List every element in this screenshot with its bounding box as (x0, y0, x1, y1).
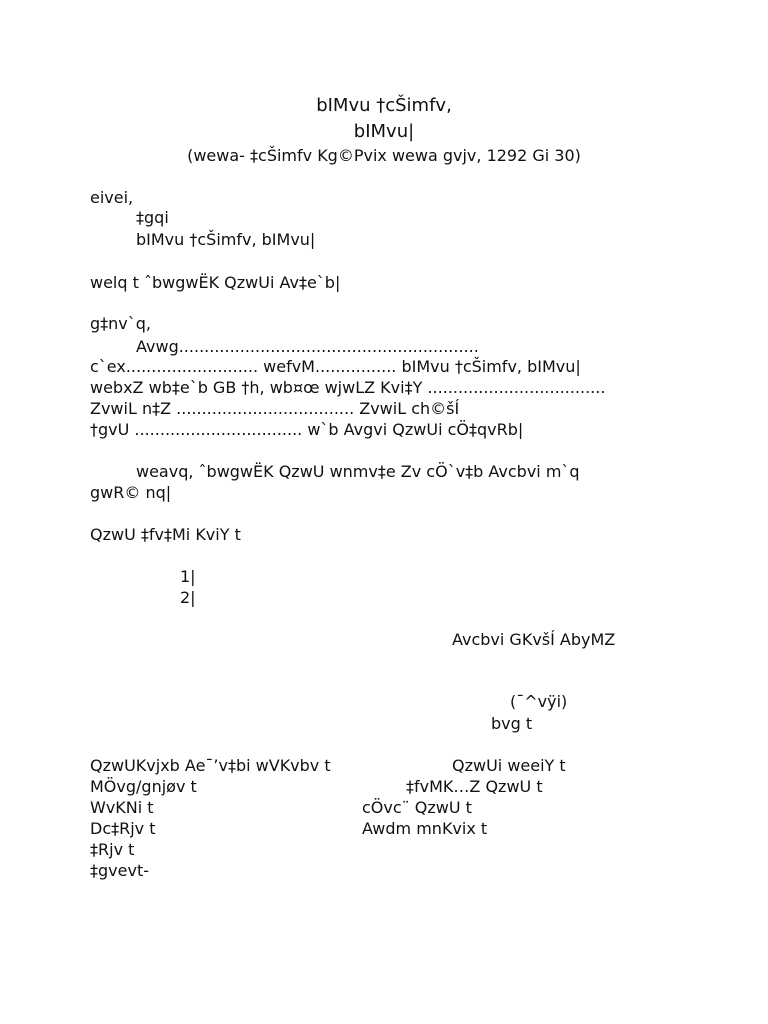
district-label: ‡Rjv t (90, 840, 135, 859)
name-label: bvg t (491, 714, 533, 733)
leave-due-label: cÖvc¨ QzwU t (362, 798, 472, 817)
total-days-field: †gvU ................................. w`b Avgvi QzwUi cÖ‡qvRb| (90, 420, 524, 439)
leave-taken-label: ‡fvMK…Z QzwU t (406, 777, 543, 796)
subject: welq t ˆbwgwËK QzwUi Av‡e`b| (90, 273, 341, 292)
mobile-label: ‡gvevt- (90, 861, 149, 880)
leave-address-label: QzwUKvjxb Ae¯’v‡bi wVKvbv t (90, 756, 331, 775)
reason-item-2: 2| (180, 588, 196, 607)
signature-label: (¯^vÿi) (510, 692, 568, 711)
greeting: g‡nv`q, (90, 314, 152, 333)
leave-details-label: QzwUi weeiY t (452, 756, 566, 775)
title-line-2: bIMvu| (353, 121, 415, 142)
recipient-office: bIMvu †cŠimfv, bIMvu| (136, 230, 316, 249)
reasons-heading: QzwU ‡fv‡Mi KviY t (90, 525, 241, 544)
request-line-2: gwR© nq| (90, 483, 172, 502)
date-range-field: ZvwiL n‡Z ................................... ZvwiL ch©šÍ (90, 399, 460, 418)
closing-obedient: Avcbvi GKvšÍ AbyMZ (452, 630, 616, 649)
request-line-1: weavq, ˆbwgwËK QzwU wnmv‡e Zv cÖ`v‡b Avcbvi m`q (136, 462, 580, 481)
title-line-1: bIMvu †cŠimfv, (316, 95, 452, 116)
office-assistant-label: Awdm mnKvix t (362, 819, 488, 838)
salutation: eivei, (90, 188, 134, 207)
reason-item-1: 1| (180, 567, 196, 586)
post-office-label: WvKNi t (90, 798, 154, 817)
recipient-title: ‡gqi (136, 208, 169, 227)
subtitle: (wewa- ‡cŠimfv Kg©Pvix wewa gvjv, 1292 Gi 30) (187, 146, 581, 165)
upazila-label: Dc‡Rjv t (90, 819, 156, 838)
reason-field: webxZ wb‡e`b GB †h, wb¤œ wjwLZ Kvi‡Y ................................... (90, 378, 606, 397)
village-label: MÖvg/gnjøv t (90, 777, 197, 796)
name-field: Avwg........................................................... (136, 337, 479, 356)
designation-field: c`ex.......................... wefvM................ bIMvu †cŠimfv, bIMvu| (90, 357, 581, 376)
